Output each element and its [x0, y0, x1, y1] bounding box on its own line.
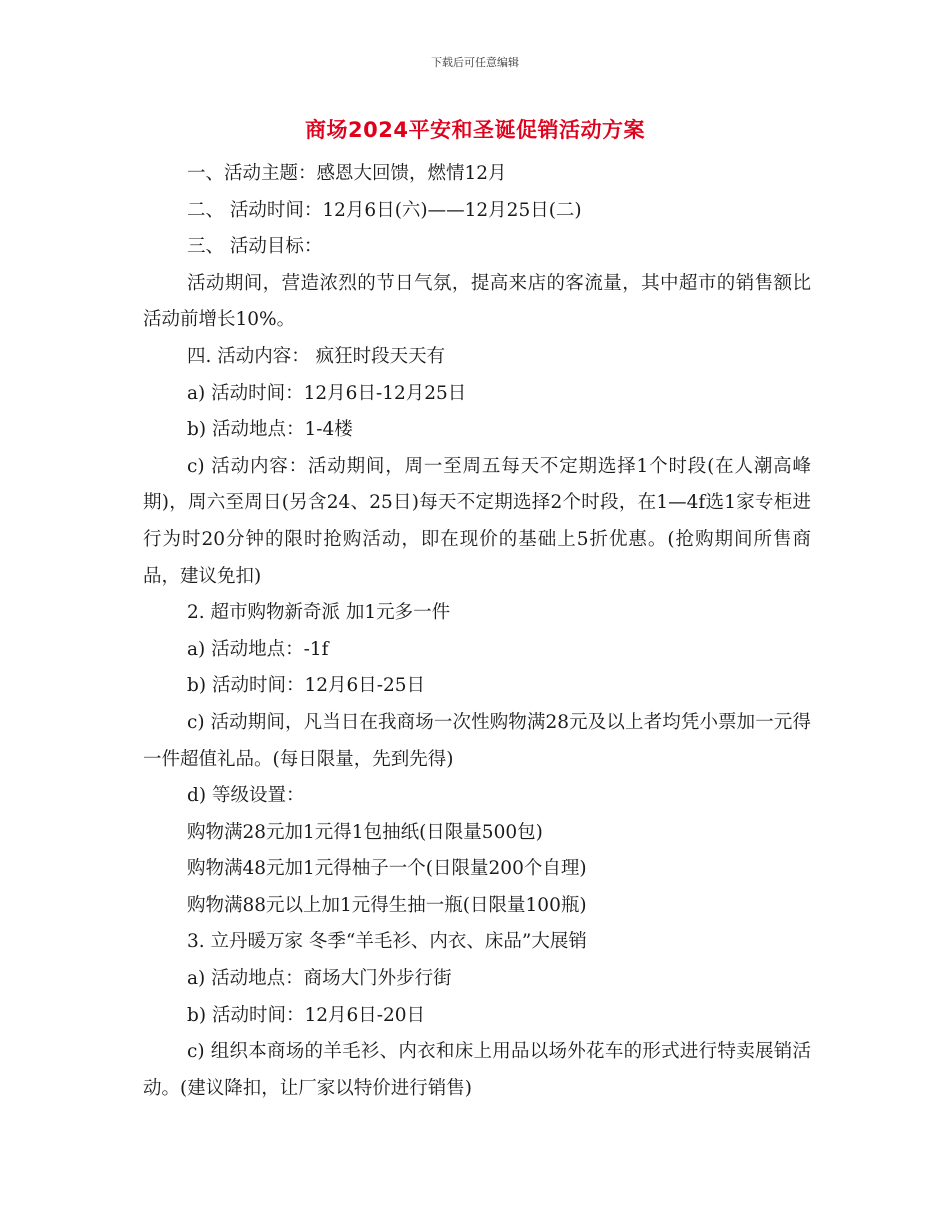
level-88: 购物满88元以上加1元得生抽一瓶(日限量100瓶): [187, 894, 587, 916]
section-3-heading: 3. 立丹暖万家 冬季“羊毛衫、内衣、床品”大展销: [187, 931, 587, 953]
section-goal-text: 活动期间，营造浓烈的节日气氛，提高来店的客流量，其中超市的销售额比活动前增长10%。: [143, 272, 811, 331]
item-1a-time: a) 活动时间：12月6日-12月25日: [187, 382, 467, 404]
page-header-note: 下载后可任意编辑: [431, 56, 519, 69]
section-goal-heading: 三、 活动目标：: [187, 236, 323, 258]
level-28: 购物满28元加1元得1包抽纸(日限量500包): [187, 821, 543, 843]
item-3c-content: c) 组织本商场的羊毛衫、内衣和床上用品以场外花车的形式进行特卖展销活动。(建议降扣，让厂家以特价进行销售): [143, 1041, 811, 1099]
item-1c-content: c) 活动内容：活动期间，周一至周五每天不定期选择1个时段(在人潮高峰期)，周六至周日(另含24、25日)每天不定期选择2个时段，在1—4f选1家专柜进行为时20分钟的限时抢购活动，即在现价的基础上5折优惠。(抢购期间所售商品，建议免扣): [143, 455, 811, 587]
section-content-heading: 四. 活动内容： 疯狂时段天天有: [187, 345, 446, 367]
section-2-heading: 2. 超市购物新奇派 加1元多一件: [187, 602, 451, 624]
item-3a-location: a) 活动地点：商场大门外步行街: [187, 968, 452, 990]
section-theme: 一、活动主题：感恩大回馈，燃情12月: [187, 163, 507, 184]
item-2a-location: a) 活动地点：-1f: [187, 638, 329, 660]
level-48: 购物满48元加1元得柚子一个(日限量200个自理): [187, 858, 587, 880]
section-time: 二、 活动时间：12月6日(六)——12月25日(二): [187, 199, 582, 221]
item-2b-time: b) 活动时间：12月6日-25日: [187, 675, 426, 697]
item-1b-location: b) 活动地点：1-4楼: [187, 419, 353, 441]
item-2c-content: c) 活动期间，凡当日在我商场一次性购物满28元及以上者均凭小票加一元得一件超值礼品。(每日限量，先到先得): [143, 711, 811, 770]
item-2d-levels: d) 等级设置：: [187, 785, 305, 807]
item-3b-time: b) 活动时间：12月6日-20日: [187, 1004, 426, 1026]
document-title: 商场2024平安和圣诞促销活动方案: [305, 118, 645, 142]
document-body: [143, 156, 811, 1107]
